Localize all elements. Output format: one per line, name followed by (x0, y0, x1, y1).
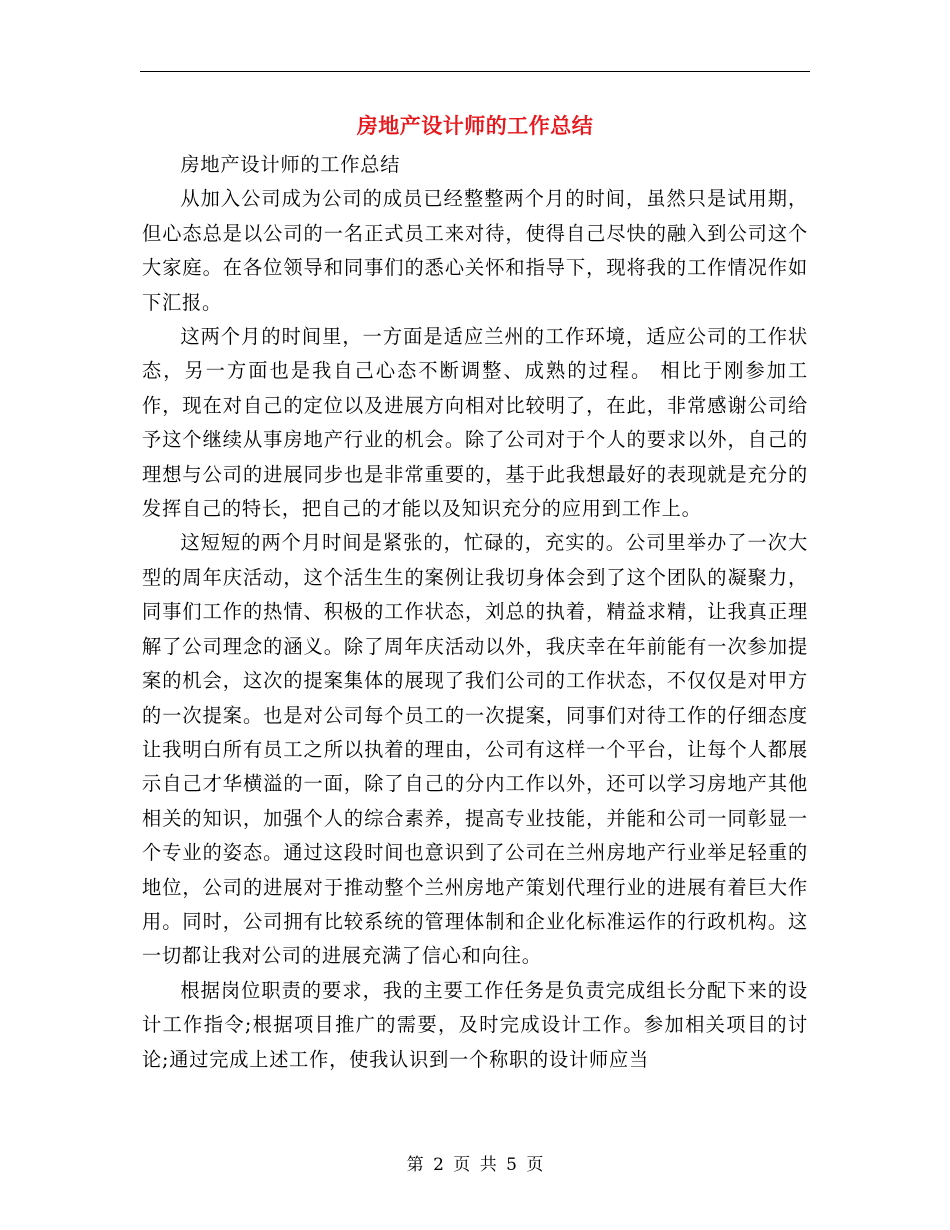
document-body (142, 148, 808, 1077)
body-paragraph: 从加入公司成为公司的成员已经整整两个月的时间，虽然只是试用期，但心态总是以公司的一名正式员工来对待，使得自己尽快的融入到公司这个大家庭。在各位领导和同事们的悉心关怀和指导下，现将我的工作情况作如下汇报。 (142, 187, 808, 314)
header-rule (140, 71, 810, 72)
body-paragraph: 根据岗位职责的要求，我的主要工作任务是负责完成组长分配下来的设计工作指令;根据项目推广的需要，及时完成设计工作。参加相关项目的讨论;通过完成上述工作，使我认识到一个称职的设计师应当 (142, 978, 808, 1071)
document-title: 房地产设计师的工作总结 (356, 113, 594, 138)
body-paragraph: 这两个月的时间里，一方面是适应兰州的工作环境，适应公司的工作状态，另一方面也是我自己心态不断调整、成熟的过程。 相比于刚参加工作，现在对自己的定位以及进展方向相对比较明了，在此，非常感谢公司给予这个继续从事房地产行业的机会。除了公司对于个人的要求以外，自己的理想与公司的进展同步也是非常重要的，基于此我想最好的表现就是充分的发挥自己的特长，把自己的才能以及知识充分的应用到工作上。 (142, 325, 808, 521)
body-paragraph: 这短短的两个月时间是紧张的，忙碌的，充实的。公司里举办了一次大型的周年庆活动，这个活生生的案例让我切身体会到了这个团队的凝聚力，同事们工作的热情、积极的工作状态，刘总的执着，精益求精，让我真正理解了公司理念的涵义。除了周年庆活动以外，我庆幸在年前能有一次参加提案的机会，这次的提案集体的展现了我们公司的工作状态，不仅仅是对甲方的一次提案。也是对公司每个员工的一次提案，同事们对待工作的仔细态度让我明白所有员工之所以执着的理由，公司有这样一个平台，让每个人都展示自己才华横溢的一面，除了自己的分内工作以外，还可以学习房地产其他相关的知识，加强个人的综合素养，提高专业技能，并能和公司一同彰显一个专业的姿态。通过这段时间也意识到了公司在兰州房地产行业举足轻重的地位，公司的进展对于推动整个兰州房地产策划代理行业的进展有着巨大作用。同时，公司拥有比较系统的管理体制和企业化标准运作的行政机构。这一切都让我对公司的进展充满了信心和向往。 (142, 531, 808, 968)
page-number-footer: 第 2 页 共 5 页 (406, 1155, 544, 1175)
body-paragraph: 房地产设计师的工作总结 (180, 153, 401, 176)
